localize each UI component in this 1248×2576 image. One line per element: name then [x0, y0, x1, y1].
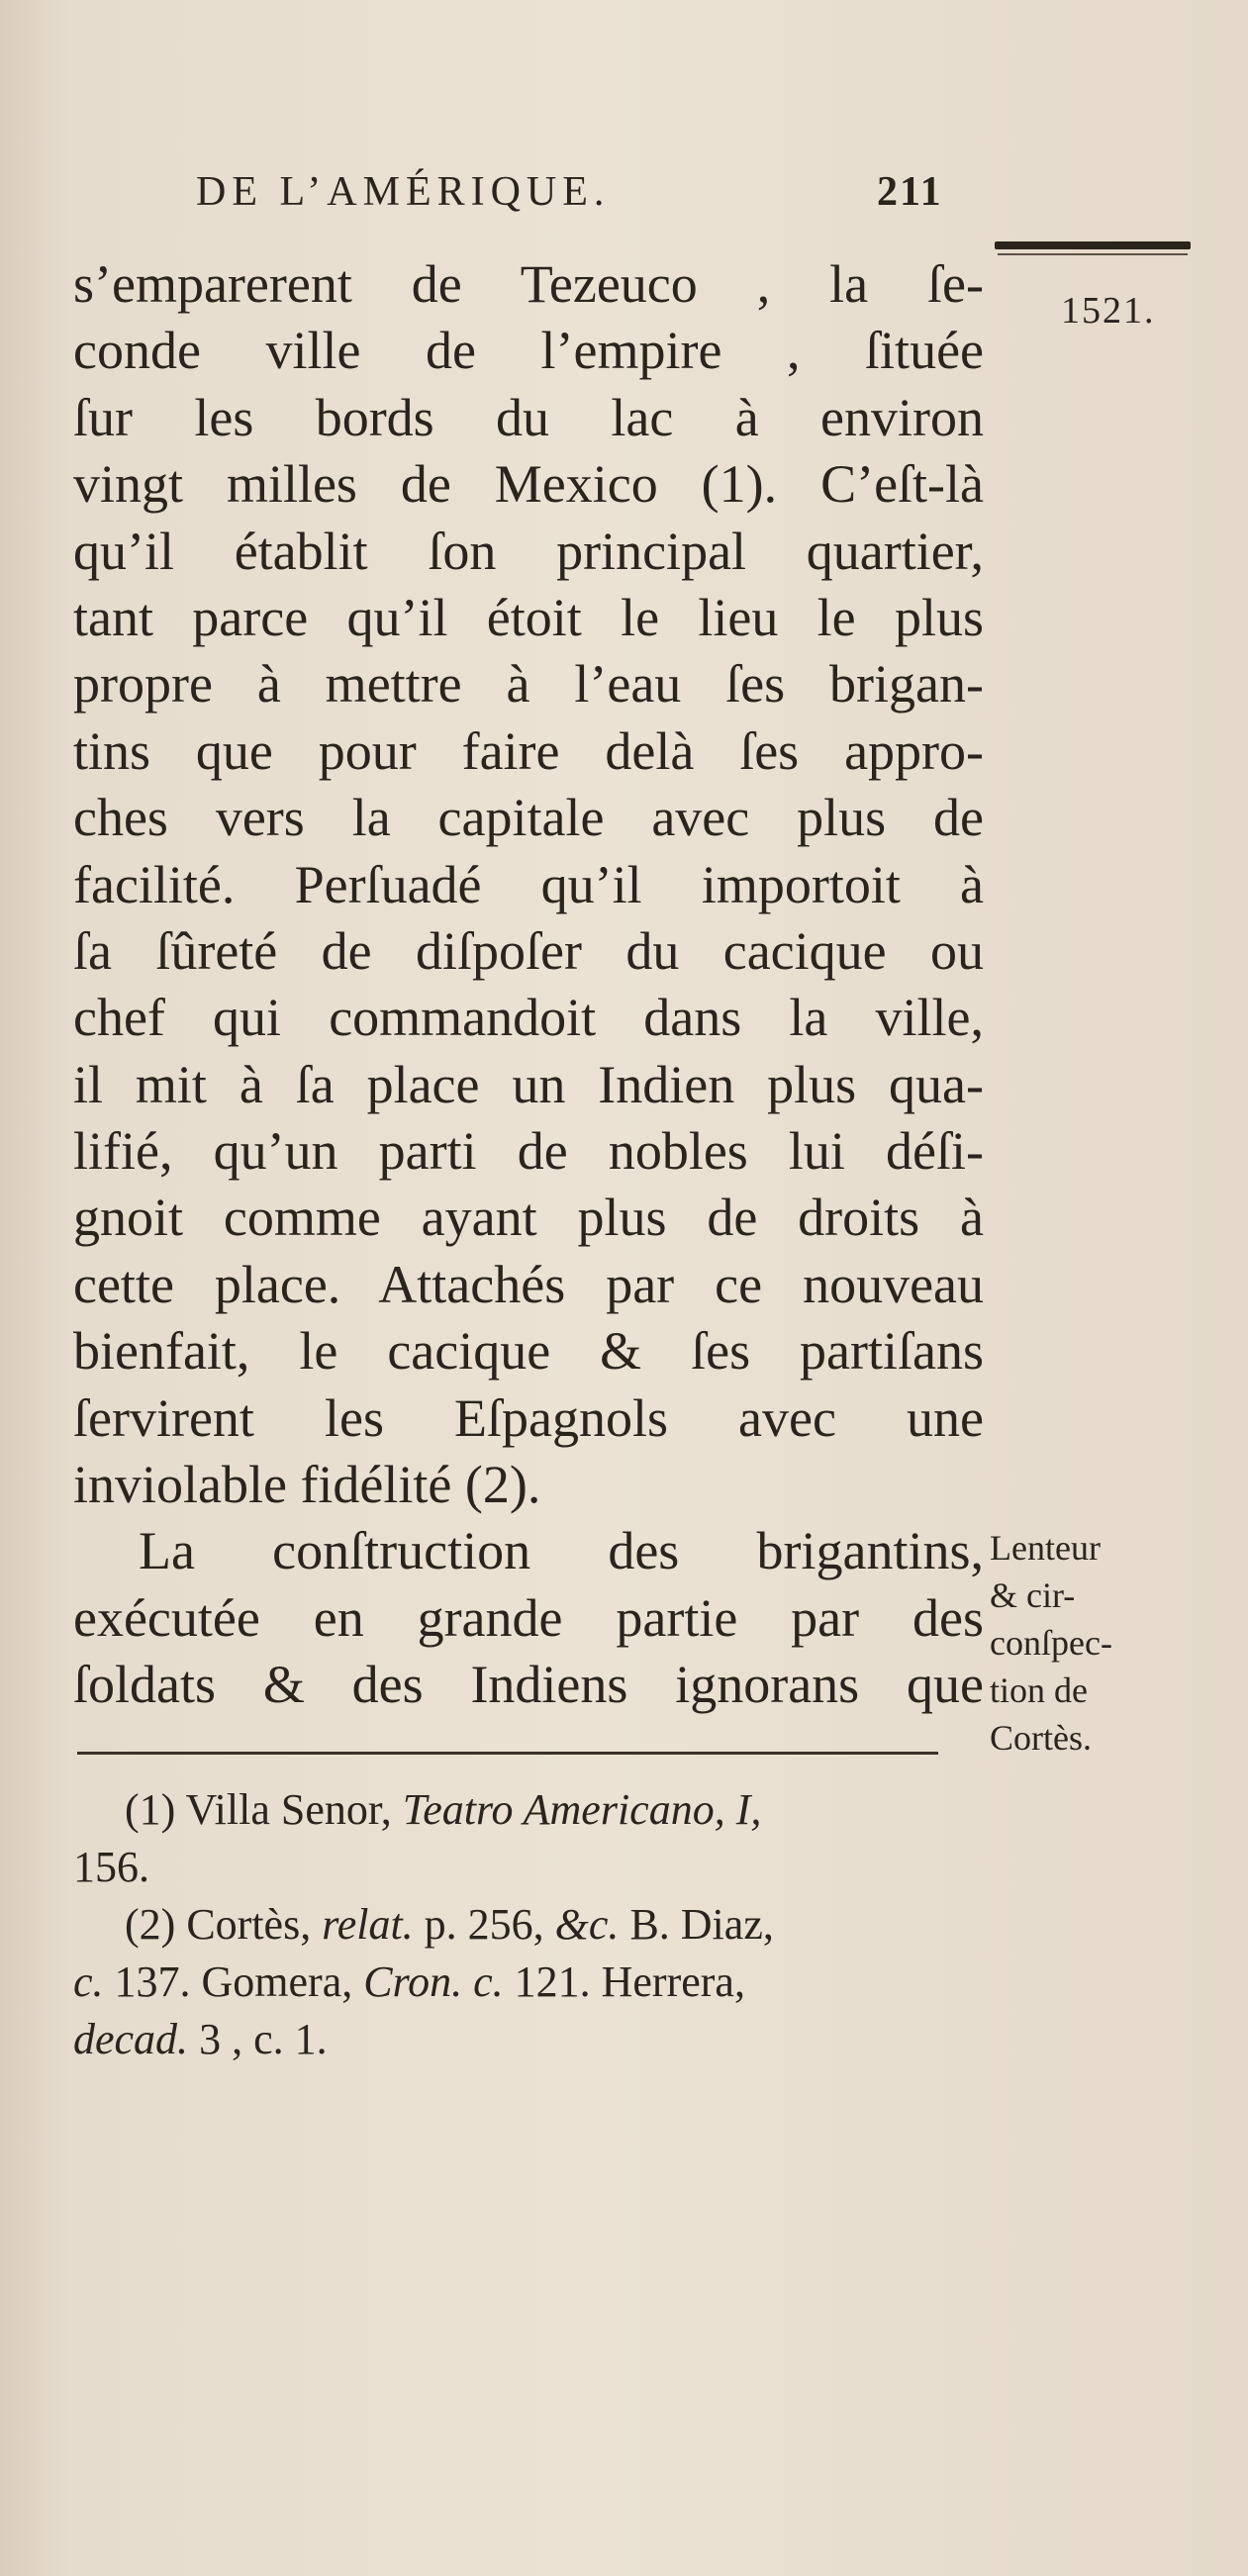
- body-text: [73, 251, 984, 1719]
- footnote-work: Teatro Americano: [402, 1785, 715, 1834]
- text-line: ſervirent les Eſpagnols avec une: [73, 1387, 984, 1448]
- text-line: ſur les bords du lac à environ: [73, 387, 984, 447]
- text-line: bienfait, le cacique & ſes partiſans: [73, 1321, 984, 1382]
- text-line: qu’il établit ſon principal quartier,: [73, 521, 984, 581]
- header-rule: [995, 241, 1191, 249]
- footnote-etc: &c.: [554, 1900, 620, 1949]
- text-line: gnoit comme ayant plus de droits à: [73, 1188, 984, 1248]
- text-line: lifié, qu’un parti de nobles lui déſi-: [73, 1121, 984, 1182]
- footnote-chapter: c.: [73, 1957, 104, 2006]
- footnote-ref: 137. Gomera,: [114, 1957, 353, 2006]
- text-line: tant parce qu’il étoit le lieu le plus: [73, 587, 984, 647]
- running-title: DE L’AMÉRIQUE.: [196, 169, 611, 215]
- footnote-work: Cron. c.: [363, 1957, 504, 2006]
- footnote-author: Villa Senor,: [185, 1785, 392, 1834]
- text-line: vingt milles de Mexico (1). C’eſt-là: [73, 454, 984, 515]
- text-line: s’emparerent de Tezeuco , la ſe-: [73, 254, 984, 314]
- footnote-rule: [77, 1752, 938, 1755]
- text-line: La conſtruction des brigantins,: [139, 1521, 984, 1581]
- footnote-1: [73, 1781, 984, 1839]
- margin-note-line: Cortès.: [990, 1718, 1092, 1758]
- text-line: ches vers la capitale avec plus de: [73, 788, 984, 848]
- text-line: cette place. Attachés par ce nouveau: [73, 1254, 984, 1314]
- text-line: ſa ſûreté de diſpoſer du cacique ou: [73, 920, 984, 981]
- footnote-page: 156.: [73, 1843, 149, 1891]
- text-line: il mit à ſa place un Indien plus qua-: [73, 1054, 984, 1114]
- text-line: chef qui commandoit dans la ville,: [73, 988, 984, 1048]
- footnote-ref: 121. Herrera,: [514, 1957, 745, 2006]
- footnote-work: decad.: [73, 2015, 189, 2063]
- footnote-number: (1): [125, 1785, 176, 1834]
- footnotes: [73, 1781, 984, 2068]
- footnote-vol: , I,: [714, 1785, 762, 1834]
- footnote-2: [73, 1896, 984, 1954]
- text-line: inviolable fidélité (2).: [73, 1455, 541, 1515]
- margin-note-line: Lenteur: [990, 1528, 1101, 1568]
- footnote-ref: 3 , c. 1.: [199, 2015, 328, 2063]
- running-header: [196, 168, 988, 216]
- margin-note-line: conſpec-: [990, 1623, 1112, 1663]
- margin-year: 1521.: [1061, 290, 1156, 332]
- footnote-ref: p. 256,: [424, 1900, 544, 1949]
- header-rule-thin: [998, 253, 1188, 255]
- text-line: tins que pour faire delà ſes appro-: [73, 720, 984, 781]
- footnote-1-cont: [73, 1839, 984, 1896]
- text-line: exécutée en grande partie par des: [73, 1587, 984, 1648]
- margin-note-line: tion de: [990, 1670, 1088, 1710]
- text-line: propre à mettre à l’eau ſes brigan-: [73, 654, 984, 715]
- margin-note: [990, 1524, 1217, 1762]
- page-number: 211: [877, 169, 943, 215]
- footnote-number: (2): [125, 1900, 176, 1949]
- margin-note-line: & cir-: [990, 1575, 1076, 1615]
- text-line: ſoldats & des Indiens ignorans que: [73, 1655, 984, 1715]
- footnote-2-cont: [73, 2011, 984, 2068]
- footnote-ref: B. Diaz,: [629, 1900, 774, 1949]
- text-line: conde ville de l’empire , ſituée: [73, 321, 984, 381]
- footnote-work: relat.: [322, 1900, 414, 1949]
- footnote-2-cont: [73, 1954, 984, 2011]
- footnote-author: Cortès,: [186, 1900, 312, 1949]
- text-line: facilité. Perſuadé qu’il importoit à: [73, 854, 984, 914]
